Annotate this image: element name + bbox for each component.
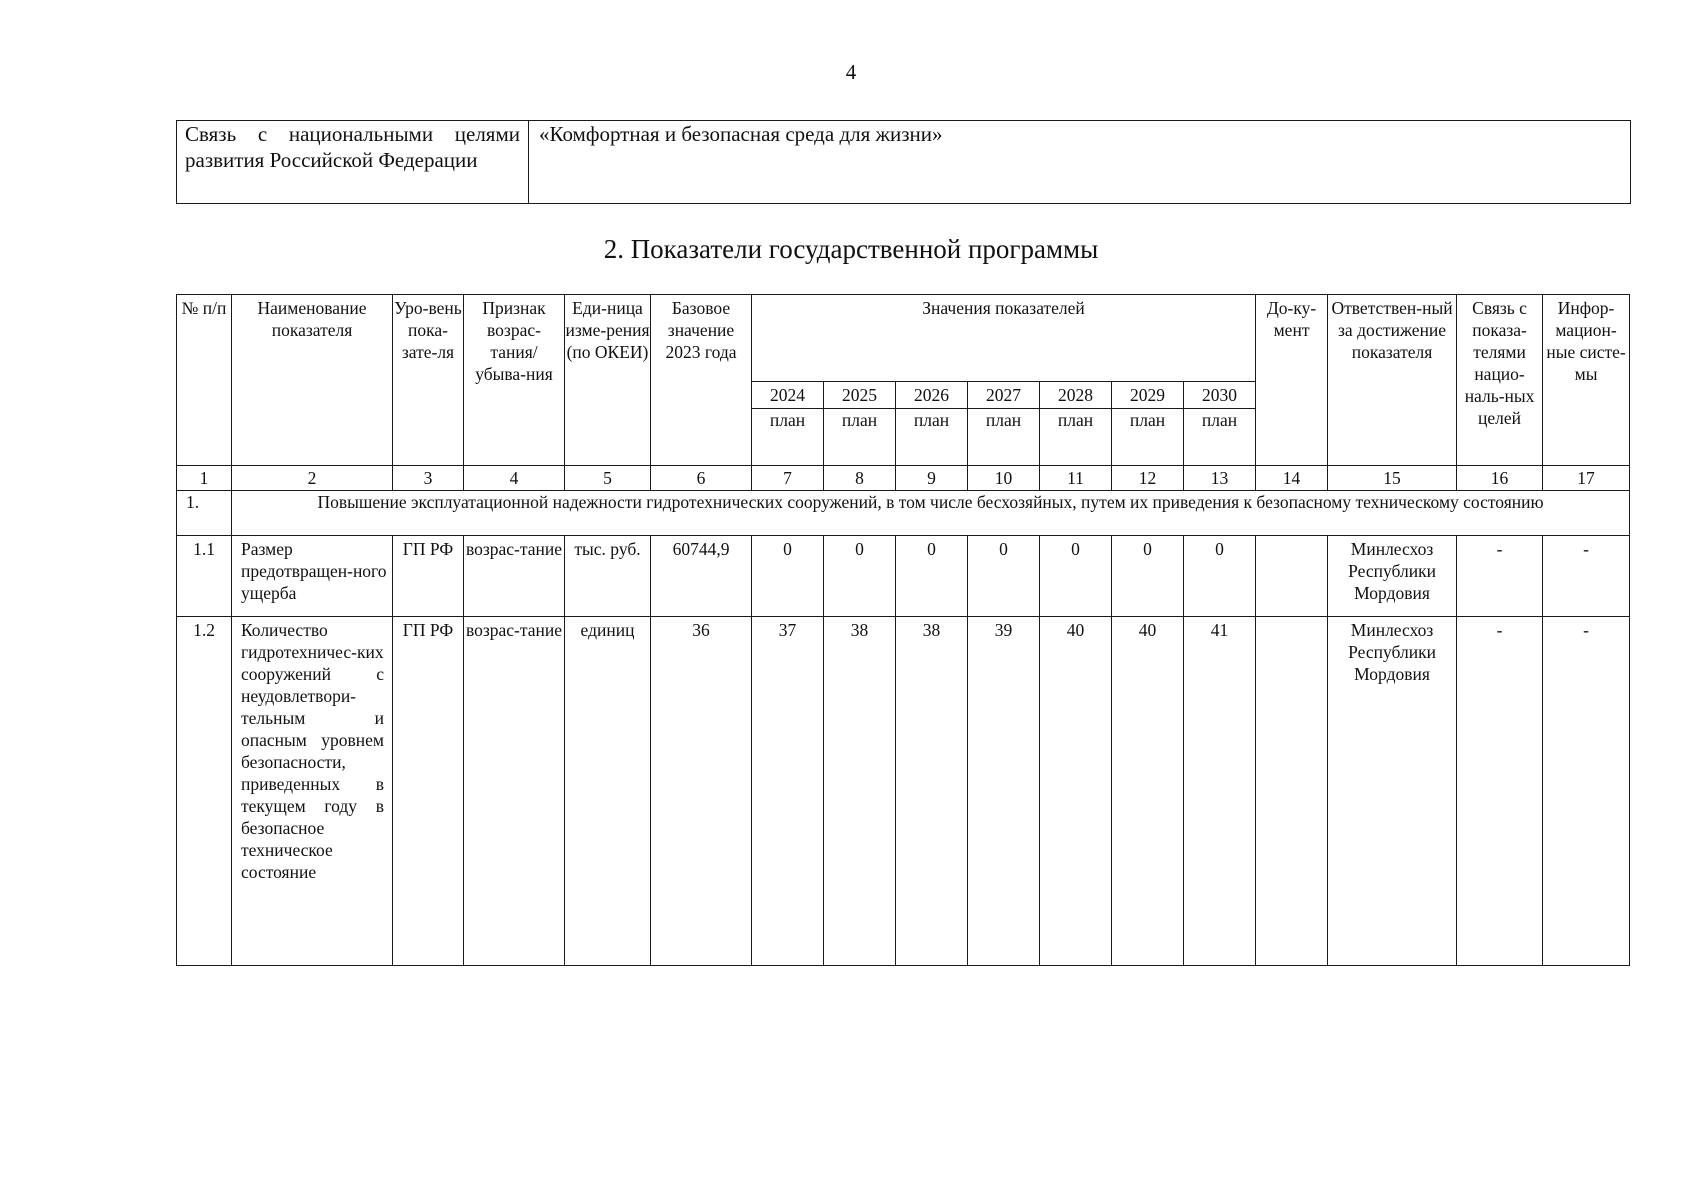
column-number: 1 (177, 466, 232, 491)
header-year: 2025 (824, 382, 896, 409)
column-number: 14 (1256, 466, 1328, 491)
header-plan: план (824, 409, 896, 466)
row-value: 0 (896, 536, 968, 617)
row-sign: возрас-тание (464, 536, 565, 617)
header-sign: Признак возрас-тания/ убыва-ния (464, 295, 565, 466)
column-number: 11 (1040, 466, 1112, 491)
header-year: 2030 (1184, 382, 1256, 409)
column-number: 2 (232, 466, 393, 491)
section-num: 1. (177, 491, 232, 536)
header-resp: Ответствен-ный за достижение показателя (1328, 295, 1457, 466)
column-number: 8 (824, 466, 896, 491)
row-link: - (1457, 617, 1543, 966)
column-number: 10 (968, 466, 1040, 491)
row-base: 60744,9 (651, 536, 752, 617)
row-doc (1256, 617, 1328, 966)
header-doc: До-ку-мент (1256, 295, 1328, 466)
row-value: 37 (752, 617, 824, 966)
row-level: ГП РФ (393, 536, 464, 617)
row-value: 0 (752, 536, 824, 617)
header-year: 2026 (896, 382, 968, 409)
header-row-1 (177, 295, 1630, 382)
header-values: Значения показателей (752, 295, 1256, 382)
row-value: 38 (824, 617, 896, 966)
row-name: Размер предотвращен-ного ущерба (232, 536, 393, 617)
row-resp: Минлесхоз Республики Мордовия (1328, 617, 1457, 966)
header-plan: план (1040, 409, 1112, 466)
national-goals-link-table (176, 120, 1631, 204)
section-title: 2. Показатели государственной программы (603, 234, 1099, 264)
header-plan: план (968, 409, 1040, 466)
header-plan: план (1112, 409, 1184, 466)
table-row (177, 617, 1630, 966)
row-unit: тыс. руб. (565, 536, 651, 617)
column-number: 5 (565, 466, 651, 491)
row-value: 0 (1040, 536, 1112, 617)
link-value: «Комфортная и безопасная среда для жизни» (529, 121, 1631, 204)
column-number: 4 (464, 466, 565, 491)
column-number: 7 (752, 466, 824, 491)
column-number: 16 (1457, 466, 1543, 491)
row-value: 40 (1112, 617, 1184, 966)
section-row (177, 491, 1630, 536)
header-base: Базовое значение 2023 года (651, 295, 752, 466)
header-plan: план (896, 409, 968, 466)
row-num: 1.1 (177, 536, 232, 617)
row-info: - (1543, 536, 1630, 617)
column-number: 9 (896, 466, 968, 491)
header-plan: план (752, 409, 824, 466)
indicators-table (176, 294, 1630, 966)
header-name: Наименование показателя (232, 295, 393, 466)
row-num: 1.2 (177, 617, 232, 966)
header-link: Связь с показа-телями нацио-наль-ных целей (1457, 295, 1543, 466)
row-name: Количество гидротехничес-ких сооружений с неудовлетвори-тельным и опасным уровнем безопасности, приведенных в текущем году в безопасное техническое состояние (232, 617, 393, 966)
table-row (177, 536, 1630, 617)
link-row (177, 121, 1631, 204)
column-number: 3 (393, 466, 464, 491)
row-info: - (1543, 617, 1630, 966)
header-unit: Еди-ница изме-рения (по ОКЕИ) (565, 295, 651, 466)
row-value: 0 (824, 536, 896, 617)
column-number: 6 (651, 466, 752, 491)
row-resp: Минлесхоз Республики Мордовия (1328, 536, 1457, 617)
row-sign: возрас-тание (464, 617, 565, 966)
row-doc (1256, 536, 1328, 617)
row-level: ГП РФ (393, 617, 464, 966)
header-year: 2029 (1112, 382, 1184, 409)
header-info: Инфор-мацион-ные систе-мы (1543, 295, 1630, 466)
row-base: 36 (651, 617, 752, 966)
row-value: 0 (968, 536, 1040, 617)
link-label: Связь с национальными целями развития Российской Федерации (177, 121, 529, 204)
header-year: 2028 (1040, 382, 1112, 409)
row-value: 0 (1184, 536, 1256, 617)
row-value: 38 (896, 617, 968, 966)
header-year: 2024 (752, 382, 824, 409)
column-number: 15 (1328, 466, 1457, 491)
header-plan: план (1184, 409, 1256, 466)
column-number: 12 (1112, 466, 1184, 491)
header-year: 2027 (968, 382, 1040, 409)
row-unit: единиц (565, 617, 651, 966)
column-number: 17 (1543, 466, 1630, 491)
column-numbers-row (177, 466, 1630, 491)
row-value: 41 (1184, 617, 1256, 966)
column-number: 13 (1184, 466, 1256, 491)
section-title-cell: Повышение эксплуатационной надежности гидротехнических сооружений, в том числе бесхозяйных, путем их приведения к безопасному техническому состоянию (232, 491, 1630, 536)
page-number: 4 (845, 60, 857, 84)
row-value: 0 (1112, 536, 1184, 617)
row-value: 39 (968, 617, 1040, 966)
header-level: Уро-вень пока-зате-ля (393, 295, 464, 466)
header-num: № п/п (177, 295, 232, 466)
row-link: - (1457, 536, 1543, 617)
row-value: 40 (1040, 617, 1112, 966)
